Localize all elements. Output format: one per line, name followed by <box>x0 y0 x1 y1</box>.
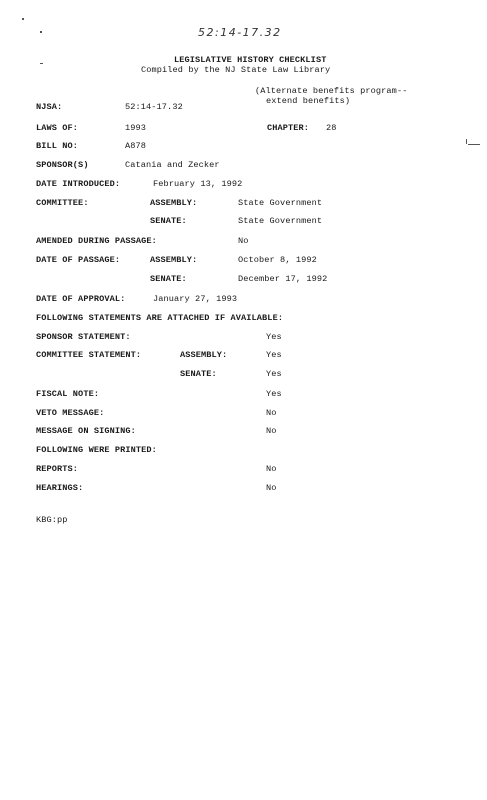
committee-statement-assembly-value: Yes <box>266 350 282 360</box>
committee-statement-senate-value: Yes <box>266 369 282 379</box>
scan-speck <box>22 18 24 20</box>
fiscal-note-label: FISCAL NOTE: <box>36 389 100 399</box>
amended-label: AMENDED DURING PASSAGE: <box>36 236 157 246</box>
committee-senate-value: State Government <box>238 216 323 226</box>
fiscal-note-value: Yes <box>266 389 282 399</box>
committee-senate-label: SENATE: <box>150 216 187 226</box>
printed-heading: FOLLOWING WERE PRINTED: <box>36 445 157 455</box>
reports-label: REPORTS: <box>36 464 79 474</box>
committee-assembly-value: State Government <box>238 198 323 208</box>
sponsors-label: SPONSOR(S) <box>36 160 89 170</box>
sponsor-statement-value: Yes <box>266 332 282 342</box>
sponsors-value: Catania and Zecker <box>125 160 220 170</box>
committee-label: COMMITTEE: <box>36 198 89 208</box>
njsa-label: NJSA: <box>36 102 63 112</box>
bill-description-line-2: extend benefits) <box>266 96 351 106</box>
preparer-initials: KBG:pp <box>36 515 68 525</box>
hearings-label: HEARINGS: <box>36 483 84 493</box>
bill-no-value: A878 <box>125 141 147 151</box>
committee-statement-senate-label: SENATE: <box>180 369 217 379</box>
laws-of-label: LAWS OF: <box>36 123 79 133</box>
document-title: LEGISLATIVE HISTORY CHECKLIST <box>174 55 327 65</box>
bill-no-label: BILL NO: <box>36 141 79 151</box>
message-on-signing-label: MESSAGE ON SIGNING: <box>36 426 136 436</box>
passage-senate-label: SENATE: <box>150 274 187 284</box>
scan-speck <box>40 63 43 64</box>
chapter-value: 28 <box>326 123 337 133</box>
date-introduced-value: February 13, 1992 <box>153 179 243 189</box>
veto-message-value: No <box>266 408 277 418</box>
date-of-passage-label: DATE OF PASSAGE: <box>36 255 121 265</box>
sponsor-statement-label: SPONSOR STATEMENT: <box>36 332 131 342</box>
scan-speck <box>466 139 467 144</box>
handwritten-catalog-number: 52:14-17.32 <box>198 26 282 39</box>
committee-statement-assembly-label: ASSEMBLY: <box>180 350 228 360</box>
committee-statement-label: COMMITTEE STATEMENT: <box>36 350 142 360</box>
amended-value: No <box>238 236 249 246</box>
message-on-signing-value: No <box>266 426 277 436</box>
document-subtitle: Compiled by the NJ State Law Library <box>141 65 331 75</box>
laws-of-value: 1993 <box>125 123 147 133</box>
bill-description-line-1: (Alternate benefits program-- <box>255 86 408 96</box>
passage-assembly-label: ASSEMBLY: <box>150 255 198 265</box>
chapter-label: CHAPTER: <box>267 123 310 133</box>
veto-message-label: VETO MESSAGE: <box>36 408 105 418</box>
scan-speck <box>468 144 480 145</box>
statements-heading: FOLLOWING STATEMENTS ARE ATTACHED IF AVAILABLE: <box>36 313 284 323</box>
njsa-value: 52:14-17.32 <box>125 102 183 112</box>
hearings-value: No <box>266 483 277 493</box>
passage-assembly-value: October 8, 1992 <box>238 255 317 265</box>
committee-assembly-label: ASSEMBLY: <box>150 198 198 208</box>
date-of-approval-label: DATE OF APPROVAL: <box>36 294 126 304</box>
scan-speck <box>40 31 42 33</box>
reports-value: No <box>266 464 277 474</box>
passage-senate-value: December 17, 1992 <box>238 274 328 284</box>
date-introduced-label: DATE INTRODUCED: <box>36 179 121 189</box>
date-of-approval-value: January 27, 1993 <box>153 294 238 304</box>
